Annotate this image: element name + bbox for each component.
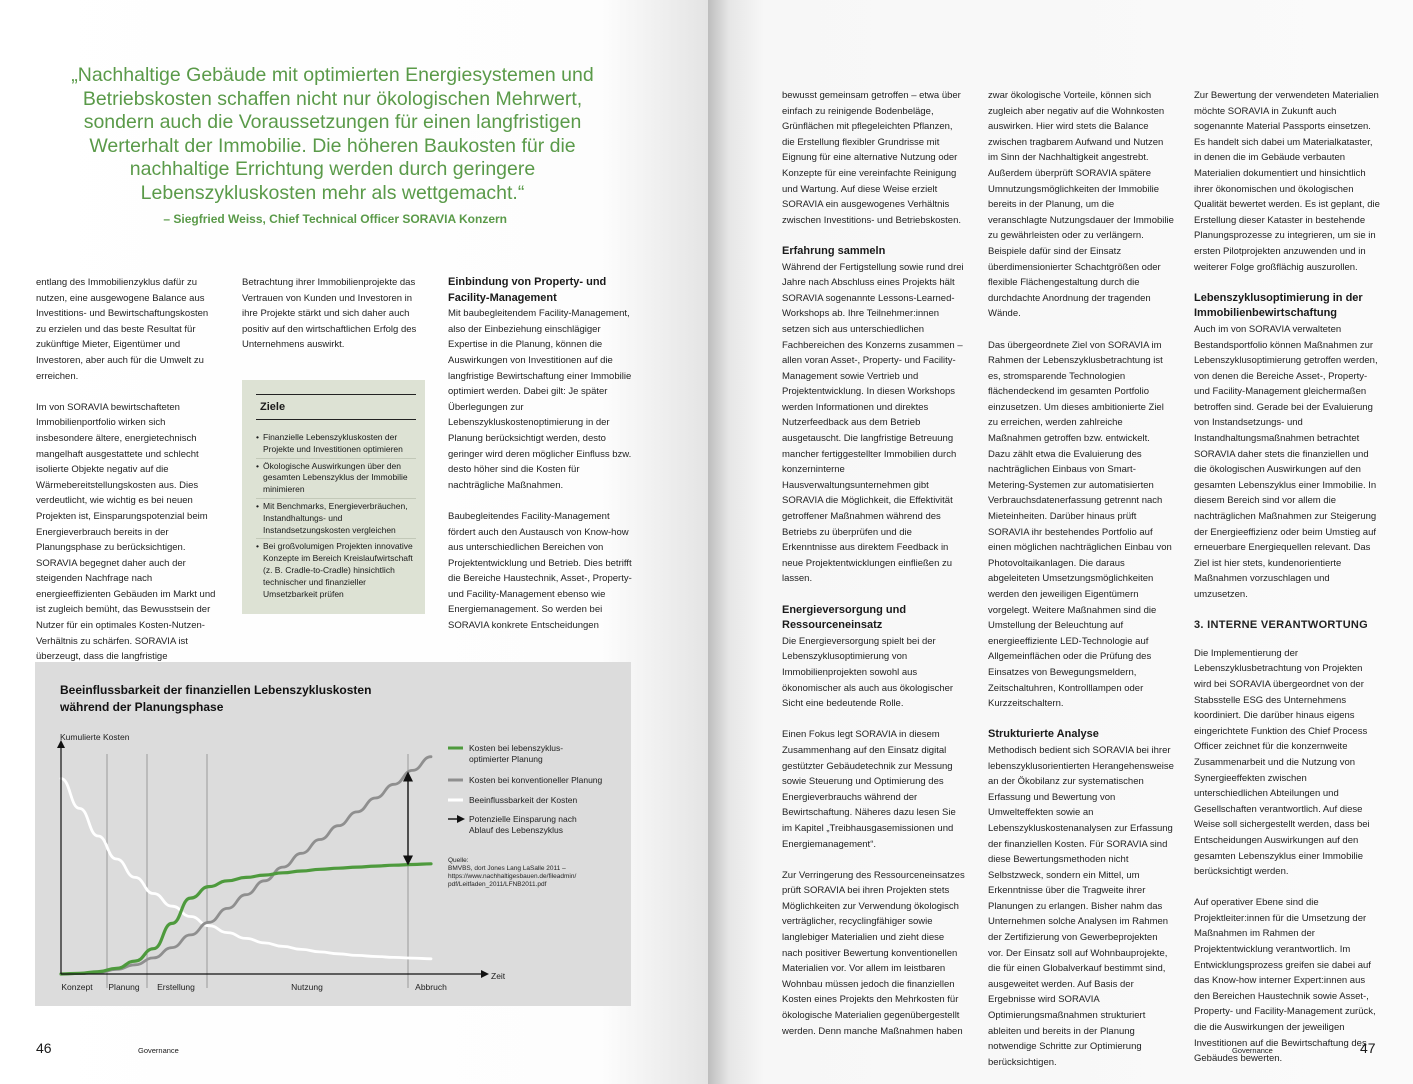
paragraph: Das übergeordnete Ziel von SORAVIA im Rahmen der Lebenszyklusbetrachtung ist es, stromsparende Technologien flächendeckend im gesamten Portfolio einzusetzen. Um dieses ambitionierte Ziel zu erreichen, werden zahlreiche Maßnahmen getroffen bzw. entwickelt. Dazu zählt etwa die Evaluierung des nachträglichen Einbaus von Smart-Metering-Systemen zur automatisierten Verbrauchsdatenerfassung getrennt nach Mieteinheiten. Darüber hinaus prüft SORAVIA ihr bestehendes Portfolio auf einen möglichen nachträglichen Einbau von Photovoltaikanlagen. Die daraus abgeleiteten Umsetzungsmöglichkeiten werden den jeweiligen Eigentümern vorgelegt. Weitere Maßnahmen sind die Umstellung der Beleuchtung auf energieeffiziente LED-Technologie auf Allgemeinflächen oder die Prüfung des Einsatzes von Bewegungsmeldern, Zeitschaltuhren, Kontrolllampen oder Kurzzeitschaltern.	[988, 339, 1172, 710]
paragraph: Während der Fertigstellung sowie rund drei Jahre nach Abschluss eines Projekts hält SORAVIA sogenannte Lessons-Learned-Workshops ab. Ihre Teilnehmer:innen setzen sich aus unterschiedlichen Fachbereichen des Konzerns zusammen – allen voran Asset-, Property- und Facility-Management sowie Vertrieb und Projektentwicklung. In diesen Workshops werden Informationen und direktes Nutzerfeedback aus dem Betrieb ausgetauscht. Die langfristige Betreuung mancher fertiggestellter Immobilien durch konzerninterne Hausverwaltungsunternehmen gibt SORAVIA die Möglichkeit, die Effektivität getroffener Maßnahmen während des Betriebs zu überprüfen und die Erkenntnisse aus direktem Feedback in neue Projektentwicklungen einfließen zu lassen.	[782, 261, 964, 585]
pull-quote: „Nachhaltige Gebäude mit optimierten Energiesystemen und Betriebskosten schaffen nicht nur ökologischen Mehrwert, sondern auch die Voraussetzungen für einen langfristigen Werterhalt der Immobilie. Die höheren Baukosten für die nachhaltige Errichtung werden durch geringere Lebenszykluskosten mehr als wettgemacht.“	[71, 64, 594, 204]
section-heading: Strukturierte Analyse	[988, 728, 1099, 741]
goal-item: • Finanzielle Lebenszykluskosten der Projekte und Investitionen optimieren	[256, 432, 416, 459]
paragraph: Zur Verringerung des Ressourceneinsatzes prüft SORAVIA bei ihren Projekten stets Möglichkeiten zur Verwendung ökologisch verträglicher, recyclingfähiger sowie langlebiger Materialien und zieht diese nach positiver Bewertung konventionellen Materialien vor. Vor allem im leistbaren Wohnbau müssen jedoch die finanziellen Kosten eines Projekts den Mehrkosten für ökologische Materialien gegenübergestellt werden. Denn manche Maßnahmen haben	[782, 869, 965, 1037]
quote-author: – Siegfried Weiss, Chief Technical Officer SORAVIA Konzern	[163, 212, 507, 226]
lifecycle-cost-chart	[35, 662, 631, 1006]
series-line	[61, 779, 431, 959]
paragraph: bewusst gemeinsam getroffen – etwa über einfach zu reinigende Bodenbeläge, Grünflächen mit pflegeleichten Pflanzen, die Erstellung flexibler Grundrisse mit Eignung für eine alternative Nutzung oder Konzepte für eine vereinfachte Reinigung und Wartung. Auf diese Weise erzielt SORAVIA ein ausgewogenes Verhältnis zwischen Investitions- und Betriebskosten.	[782, 90, 962, 226]
legend-label: Kosten bei lebenszyklus-optimierter Planung	[469, 743, 564, 764]
goals-title: Ziele	[256, 394, 416, 420]
left-column-1	[36, 275, 220, 680]
phase-label: Nutzung	[291, 982, 323, 992]
goals-box	[242, 380, 425, 614]
footer-section-right: Governance	[1232, 1046, 1273, 1055]
chapter-heading: 3. INTERNE VERANTWORTUNG	[1194, 619, 1369, 632]
paragraph: Mit baubegleitendem Facility-Management, also der Einbeziehung einschlägiger Expertise in die Planung, können die Auswirkungen von Investitionen auf die langfristige Bewirtschaftung einer Immobilie optimiert werden. Dabei gilt: Je später Überlegungen zur Lebenszykluskostenoptimierung in der Planung berücksichtigt werden, desto geringer wird deren möglicher Einfluss bzw. desto höher sind die Kosten für nachträgliche Maßnahmen.	[448, 308, 632, 491]
paragraph: Zur Bewertung der verwendeten Materialien möchte SORAVIA in Zukunft auch sogenannte Material Passports einsetzen. Es handelt sich dabei um Materialkataster, in denen die im Gebäude verbauten Materialien dokumentiert und hinsichtlich ihrer ökonomischen und ökologischen Qualität bewertet werden. Es ist geplant, die Erstellung dieser Kataster in bestehende Planungsprozesse zu integrieren, um sie in ersten Pilotprojekten anzuwenden und in weiterer Folge großflächig auszurollen.	[1194, 90, 1380, 273]
section-heading: Einbindung von Property- und Facility-Management	[448, 276, 607, 304]
series-layer	[61, 757, 431, 974]
section-heading: Energieversorgung und Ressourceneinsatz	[782, 603, 907, 632]
paragraph: Einen Fokus legt SORAVIA in diesem Zusammenhang auf den Einsatz digital gestützter Gebäudetechnik zur Messung sowie Steuerung und Optimierung des Energieverbrauchs während der Bewirtschaftung. Näheres dazu lesen Sie im Kapitel „Treibhausgasemissionen und Energiemanagement“.	[782, 729, 956, 850]
legend-label: Kosten bei konventioneller Planung	[469, 775, 603, 785]
left-column-2	[242, 275, 426, 369]
chart-title-line-1: Beeinflussbarkeit der finanziellen Lebenszykluskosten	[60, 683, 372, 697]
goal-item: • Mit Benchmarks, Energieverbräuchen, Instandhaltungs- und Instandsetzungskosten vergleichen	[256, 501, 416, 539]
phase-labels	[61, 982, 447, 992]
chart-source	[448, 857, 576, 888]
section-heading: Erfahrung sammeln	[782, 244, 886, 257]
section-heading: Lebenszyklusoptimierung in der Immobilienbewirtschaftung	[1194, 291, 1363, 320]
right-column-1	[782, 88, 967, 1055]
chart-title-line-2: während der Planungsphase	[60, 700, 224, 714]
y-axis-label: Kumulierte Kosten	[60, 732, 130, 742]
phase-label: Konzept	[61, 982, 93, 992]
source-text: Quelle: BMVBS, dort Jones Lang LaSalle 2011 – https://www.nachhaltigesbauen.de/fileadmin/ pdf/Leitfaden_2011/LFNB2011.pdf	[448, 857, 577, 888]
right-page	[708, 0, 1413, 1084]
paragraph: Betrachtung ihrer Immobilienprojekte das Vertrauen von Kunden und Investoren in ihre Projekte stärkt und sich daher auch positiv auf den wirtschaftlichen Erfolg des Unternehmens auswirkt.	[242, 277, 417, 351]
page-number-right: 47	[1360, 1040, 1376, 1056]
paragraph: Im von SORAVIA bewirtschafteten Immobilienportfolio wirken sich insbesondere ältere, energietechnisch mangelhaft ausgestattete und schlecht isolierte Objekte negativ auf die Wärmebereitstellungskosten aus. Dies verdeutlicht, wie wichtig es bei neuen Projekten ist, Einsparungspotenzial beim Energieverbrauch bereits in der Planungsphase zu berücksichtigen. SORAVIA begegnet daher auch der steigenden Nachfrage nach energieeffizienten Gebäuden im Markt und ist zugleich bemüht, das Bewusstsein der Nutzer für ein optimales Kosten-Nutzen-Verhältnis zu schärfen. SORAVIA ist überzeugt, dass die langfristige	[36, 401, 216, 663]
paragraph: Auch im von SORAVIA verwalteten Bestandsportfolio können Maßnahmen zur Lebenszyklusoptimierung getroffen werden, von denen die Bereiche Asset-, Property- und Facility-Management gleichermaßen betroffen sind. Gerade bei der Evaluierung von Instandsetzungs- und Instandhaltungsmaßnahmen betrachtet SORAVIA daher stets die finanziellen und die ökologischen Auswirkungen auf den gesamten Lebenszyklus einer Immobilie. In diesem Bereich sind vor allem die nachträglichen Maßnahmen zur Steigerung der Energieeffizienz oder beim Umstieg auf erneuerbare Energiequellen relevant. Das Ziel ist hier stets, kundenorientierte Maßnahmen vorzuschlagen und umzusetzen.	[1194, 323, 1378, 600]
right-column-3	[1194, 88, 1380, 1082]
goals-list	[256, 432, 416, 604]
chart-svg	[35, 662, 631, 1006]
phase-label: Abbruch	[415, 982, 447, 992]
paragraph: Die Energieversorgung spielt bei der Lebenszyklusoptimierung von Immobilienprojekten sowohl aus ökonomischer als auch aus ökologischer Sicht eine bedeutende Rolle.	[782, 635, 954, 710]
chart-legend	[448, 743, 603, 835]
paragraph: Baubegleitendes Facility-Management fördert auch den Austausch von Know-how aus unterschiedlichen Bereichen von Projektentwicklung und Betrieb. Dies betrifft die Bereiche Haustechnik, Asset-, Property- und Facility-Management ebenso wie Energiemanagement. So werden bei SORAVIA konkrete Entscheidungen	[448, 510, 632, 632]
phase-dividers	[107, 754, 408, 988]
paragraph: Methodisch bedient sich SORAVIA bei ihrer lebenszyklusorientierten Herangehensweise an der Ökobilanz zur systematischen Erfassung und Bewertung von Umwelteffekten sowie an Lebenszykluskostenanalysen zur Erfassung der finanziellen Kosten. Für SORAVIA sind diese Bewertungsmethoden nicht Selbstzweck, sondern ein Mittel, um Erkenntnisse über die Tragweite ihrer Planungen zu erlangen. Bisher nahm das Unternehmen solche Analysen im Rahmen der Zertifizierung von Gewerbeprojekten vor. Der Einsatz soll auf Wohnbauprojekte, die für einen Globalverkauf bestimmt sind, ausgeweitet werden. Auf Basis der Ergebnisse wird SORAVIA Optimierungsmaßnahmen strukturiert ableiten und bereits in der Planung notwendige Schritte zur Optimierung berücksichtigen.	[988, 744, 1174, 1068]
page-number-left: 46	[36, 1040, 52, 1056]
paragraph: Die Implementierung der Lebenszyklusbetrachtung von Projekten wird bei SORAVIA übergeordnet von der Stabsstelle ESG des Unternehmens koordiniert. Die darüber hinaus eigens eingerichtete Funktion des Chief Process Officer zeichnet für die konzernweite Zusammenarbeit und die Nutzung von Synergieeffekten zwischen unterschiedlichen Abteilungen und Gesellschaften verantwortlich. Auf diese Weise soll sichergestellt werden, dass bei Entscheidungen Auswirkungen auf den gesamten Lebenszyklus einer Immobilie berücksichtigt werden.	[1194, 647, 1370, 878]
goal-item: • Bei großvolumigen Projekten innovative Konzepte im Bereich Kreislaufwirtschaft (z. B. Cradle-to-Cradle) hinsichtlich technischer und finanzieller Umsetzbarkeit prüfen	[256, 541, 416, 602]
paragraph: entlang des Immobilienzyklus dafür zu nutzen, eine ausgewogene Balance aus Investitions- und Bewirtschaftungskosten zu erzielen und das beste Resultat für zukünftige Mieter, Eigentümer und Investoren, aber auch für die Umwelt zu erreichen.	[36, 277, 209, 382]
right-column-2	[988, 88, 1174, 1084]
legend-label: Potenzielle Einsparung nach Ablauf des Lebenszyklus	[469, 814, 577, 835]
left-column-3	[448, 275, 634, 649]
phase-label: Planung	[108, 982, 140, 992]
legend-label: Beeinflussbarkeit der Kosten	[469, 795, 578, 805]
footer-section-left: Governance	[138, 1046, 179, 1055]
x-axis-label: Zeit	[491, 971, 506, 981]
goal-item: • Ökologische Auswirkungen über den gesamten Lebenszyklus der Immobilie minimieren	[256, 461, 416, 499]
paragraph: zwar ökologische Vorteile, können sich zugleich aber negativ auf die Wohnkosten auswirken. Hier wird stets die Balance zwischen tragbarem Aufwand und Nutzen im Sinn der Nachhaltigkeit angestrebt. Außerdem überprüft SORAVIA spätere Umnutzungsmöglichkeiten der Immobilie bereits in der Planung, um die veranschlagte Nutzungsdauer der Immobilie zu gewährleisten oder zu verlängern. Beispiele dafür sind der Einsatz überdimensionierter Schachtgrößen oder flexible Flächengestaltung durch die durchdachte Anordnung der tragenden Wände.	[988, 90, 1174, 320]
phase-label: Erstellung	[157, 982, 195, 992]
paragraph: Auf operativer Ebene sind die Projektleiter:innen für die Umsetzung der Maßnahmen im Rahmen der Projektentwicklung verantwortlich. Im Entwicklungsprozess greifen sie dabei auf das Know-how interner Expert:innen aus den Bereichen Haustechnik sowie Asset-, Property- und Facility-Management zurück, die die Auswirkungen der jeweiligen Investitionen auf die Bewirtschaftung des Gebäudes bewerten.	[1194, 897, 1376, 1065]
